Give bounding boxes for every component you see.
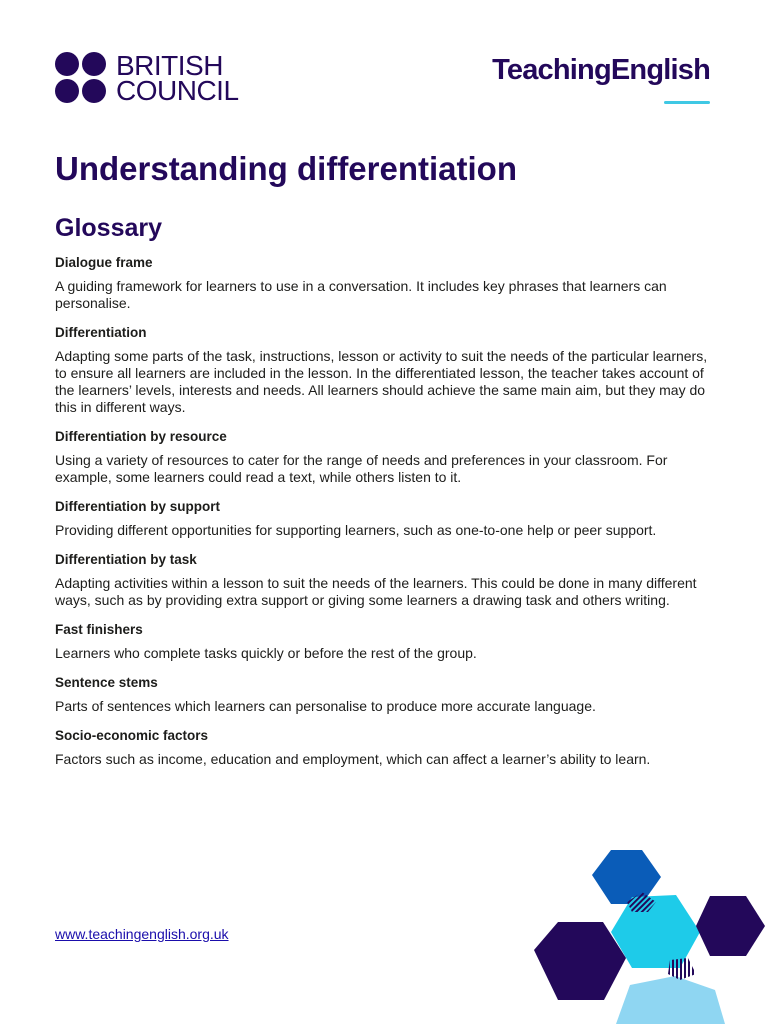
glossary-term: Socio-economic factors — [55, 728, 209, 743]
glossary-entry — [55, 324, 717, 416]
glossary-entry — [55, 428, 717, 486]
section-title: Glossary — [55, 214, 163, 242]
document-title: Understanding differentiation — [55, 150, 517, 187]
glossary-definition: Factors such as income, education and employment, which can affect a learner’s ability to learn. — [55, 751, 651, 767]
glossary-definition: Adapting activities within a lesson to suit the needs of the learners. This could be done in many different ways, such as by providing extra support or giving some learners a drawing task and others writing. — [55, 575, 697, 608]
glossary-term: Differentiation — [55, 325, 147, 340]
british-council-dots-icon — [55, 52, 106, 103]
british-council-wordmark — [116, 49, 239, 106]
teaching-english-logo — [492, 54, 710, 87]
glossary-definition: Parts of sentences which learners can personalise to produce more accurate language. — [55, 698, 596, 714]
glossary-definition: Adapting some parts of the task, instructions, lesson or activity to suit the needs of the particular learners, to ensure all learners are included in the lesson. In the differentiated lesson, the teacher takes account of the learners’ levels, interests and needs. All learners should achieve the same main aim, but they may do this in different ways. — [55, 348, 708, 415]
document-body — [55, 147, 717, 780]
glossary-definition: A guiding framework for learners to use in a conversation. It includes key phrases that learners can personalise. — [55, 278, 667, 311]
hexagon-light — [616, 976, 725, 1024]
site-name: TeachingEnglish — [492, 54, 710, 86]
glossary-definition: Using a variety of resources to cater for the range of needs and preferences in your classroom. For example, some learners could read a text, while others listen to it. — [55, 452, 668, 485]
glossary-entry — [55, 498, 717, 539]
hexagon-decoration-icon — [520, 840, 768, 1024]
glossary-entry — [55, 621, 717, 662]
page-header — [0, 0, 768, 120]
glossary-definition: Providing different opportunities for supporting learners, such as one-to-one help or peer support. — [55, 522, 657, 538]
glossary-term: Differentiation by resource — [55, 429, 227, 444]
glossary-term: Fast finishers — [55, 622, 143, 637]
british-council-logo — [55, 49, 239, 106]
brand-line-2: COUNCIL — [116, 74, 239, 106]
hexagon-purple-small — [696, 896, 765, 956]
glossary-term: Sentence stems — [55, 675, 158, 690]
glossary-entry — [55, 551, 717, 609]
glossary-entry — [55, 254, 717, 312]
glossary-term: Differentiation by support — [55, 499, 220, 514]
glossary-term: Differentiation by task — [55, 552, 197, 567]
website-link[interactable]: www.teachingenglish.org.uk — [55, 926, 229, 942]
brand-line-1: BRITISH — [116, 49, 223, 81]
hexagon-blue — [592, 850, 661, 904]
glossary-definition: Learners who complete tasks quickly or before the rest of the group. — [55, 645, 477, 661]
glossary-list — [55, 254, 717, 768]
glossary-entry — [55, 727, 717, 768]
logo-underline — [664, 101, 710, 104]
glossary-entry — [55, 674, 717, 715]
glossary-term: Dialogue frame — [55, 255, 153, 270]
